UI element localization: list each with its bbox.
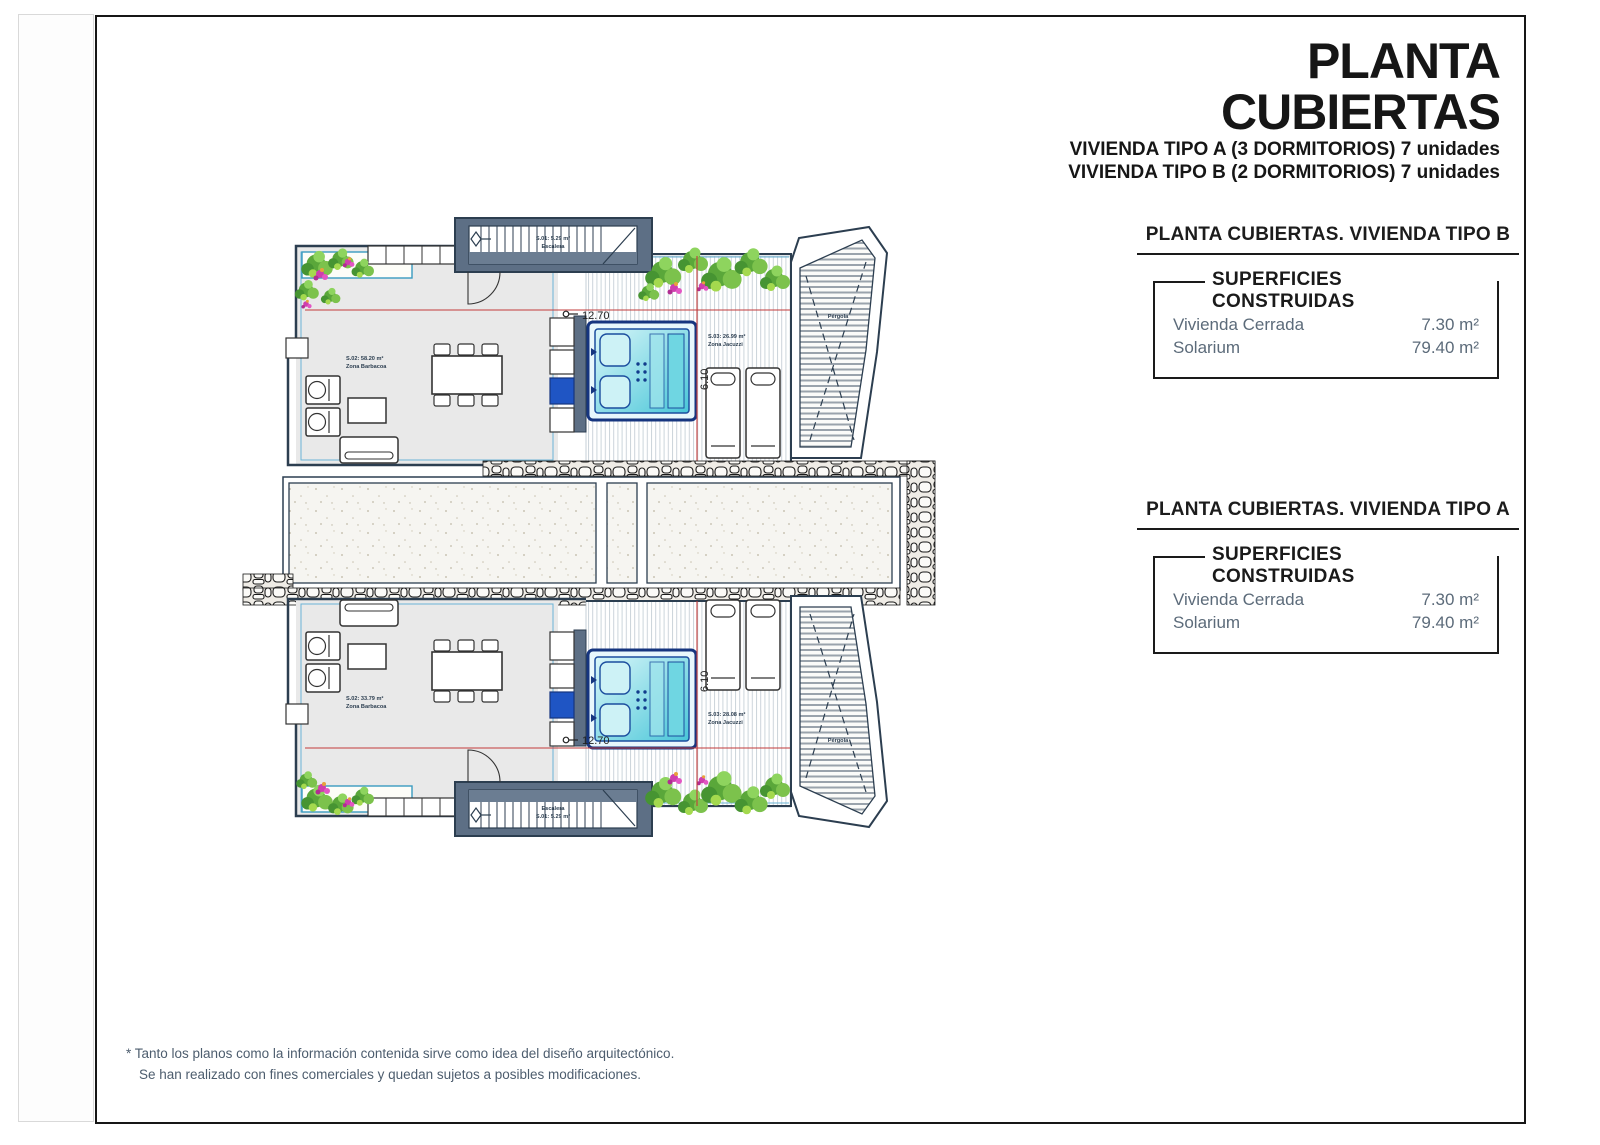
panel-tipo-a-table bbox=[1153, 544, 1499, 654]
panel-tipo-a-table-title: SUPERFICIES CONSTRUIDAS bbox=[1205, 544, 1497, 588]
stairs-top-name-label: Escalera bbox=[541, 244, 565, 250]
page-title: PLANTA CUBIERTAS bbox=[1221, 33, 1500, 140]
footnote-line-1: * Tanto los planos como la información contenida sirve como idea del diseño arquitectónico. bbox=[126, 1046, 675, 1061]
row-label: Vivienda Cerrada bbox=[1173, 590, 1305, 609]
barbecue-top-area: S.02: 58.20 m² bbox=[346, 356, 384, 362]
jacuzzi-top-area: S.03: 26.99 m² bbox=[708, 334, 746, 340]
stairs-top-area-label: S.01: 5.29 m² bbox=[535, 236, 571, 242]
footnote-line-2: Se han realizado con fines comerciales y quedan sujetos a posibles modificaciones. bbox=[139, 1066, 642, 1082]
table-row bbox=[1155, 611, 1497, 634]
jacuzzi-top bbox=[588, 322, 696, 420]
dim-width-top: 12.70 bbox=[582, 310, 610, 322]
stone-column-right bbox=[907, 461, 935, 605]
stairs-bottom-name-label: Escalera bbox=[541, 806, 565, 812]
row-value: 79.40 m² bbox=[1411, 613, 1479, 632]
central-walkway bbox=[243, 461, 935, 605]
panel-tipo-b-table-title: SUPERFICIES CONSTRUIDAS bbox=[1205, 269, 1497, 313]
panel-tipo-a bbox=[1137, 499, 1519, 654]
subtitle-tipo-b: VIVIENDA TIPO B (2 DORMITORIOS) 7 unidades bbox=[1068, 162, 1500, 184]
dim-height-top: 6.10 bbox=[699, 368, 711, 390]
panel-tipo-b bbox=[1137, 224, 1519, 379]
coffee-table bbox=[348, 644, 386, 669]
row-value: 7.30 m² bbox=[1421, 590, 1479, 609]
floor-plan bbox=[235, 185, 945, 850]
dim-width-bottom: 12.70 bbox=[582, 735, 610, 747]
subtitle-tipo-a: VIVIENDA TIPO A (3 DORMITORIOS) 7 unidades bbox=[1069, 139, 1500, 160]
pergola-bottom-label: Pérgola bbox=[827, 738, 849, 744]
panel-tipo-a-heading: PLANTA CUBIERTAS. VIVIENDA TIPO A bbox=[1137, 499, 1519, 530]
table-row bbox=[1155, 336, 1497, 359]
dim-height-bottom: 6.10 bbox=[699, 670, 711, 692]
barbecue-bottom-area: S.02: 33.79 m² bbox=[346, 696, 384, 702]
row-label: Vivienda Cerrada bbox=[1173, 315, 1305, 334]
jacuzzi-bottom-name: Zona Jacuzzi bbox=[708, 720, 743, 726]
pergola-top bbox=[791, 227, 887, 458]
barbecue-top-name: Zona Barbacoa bbox=[346, 364, 387, 370]
row-value: 7.30 m² bbox=[1421, 315, 1479, 334]
title-block bbox=[1060, 33, 1500, 184]
table-row bbox=[1155, 313, 1497, 336]
jacuzzi-bottom-area: S.03: 28.08 m² bbox=[708, 712, 746, 718]
pergola-bottom bbox=[791, 596, 887, 827]
pergola-top-label: Pérgola bbox=[827, 314, 849, 320]
jacuzzi-top-name: Zona Jacuzzi bbox=[708, 342, 743, 348]
adjacent-sheet-edge bbox=[18, 14, 94, 1122]
panel-tipo-b-table bbox=[1153, 269, 1499, 379]
row-value: 79.40 m² bbox=[1411, 338, 1479, 357]
row-label: Solarium bbox=[1173, 338, 1241, 357]
jacuzzi-bottom bbox=[588, 650, 696, 748]
row-label: Solarium bbox=[1173, 613, 1241, 632]
panel-tipo-b-heading: PLANTA CUBIERTAS. VIVIENDA TIPO B bbox=[1137, 224, 1519, 255]
coffee-table bbox=[348, 398, 386, 423]
stairs-bottom-area-label: S.01: 5.29 m² bbox=[535, 814, 571, 820]
stone-band-top bbox=[483, 461, 935, 476]
table-row bbox=[1155, 588, 1497, 611]
stone-ledge-left bbox=[243, 574, 293, 590]
barbecue-bottom-name: Zona Barbacoa bbox=[346, 704, 387, 710]
footnote bbox=[126, 1044, 674, 1086]
